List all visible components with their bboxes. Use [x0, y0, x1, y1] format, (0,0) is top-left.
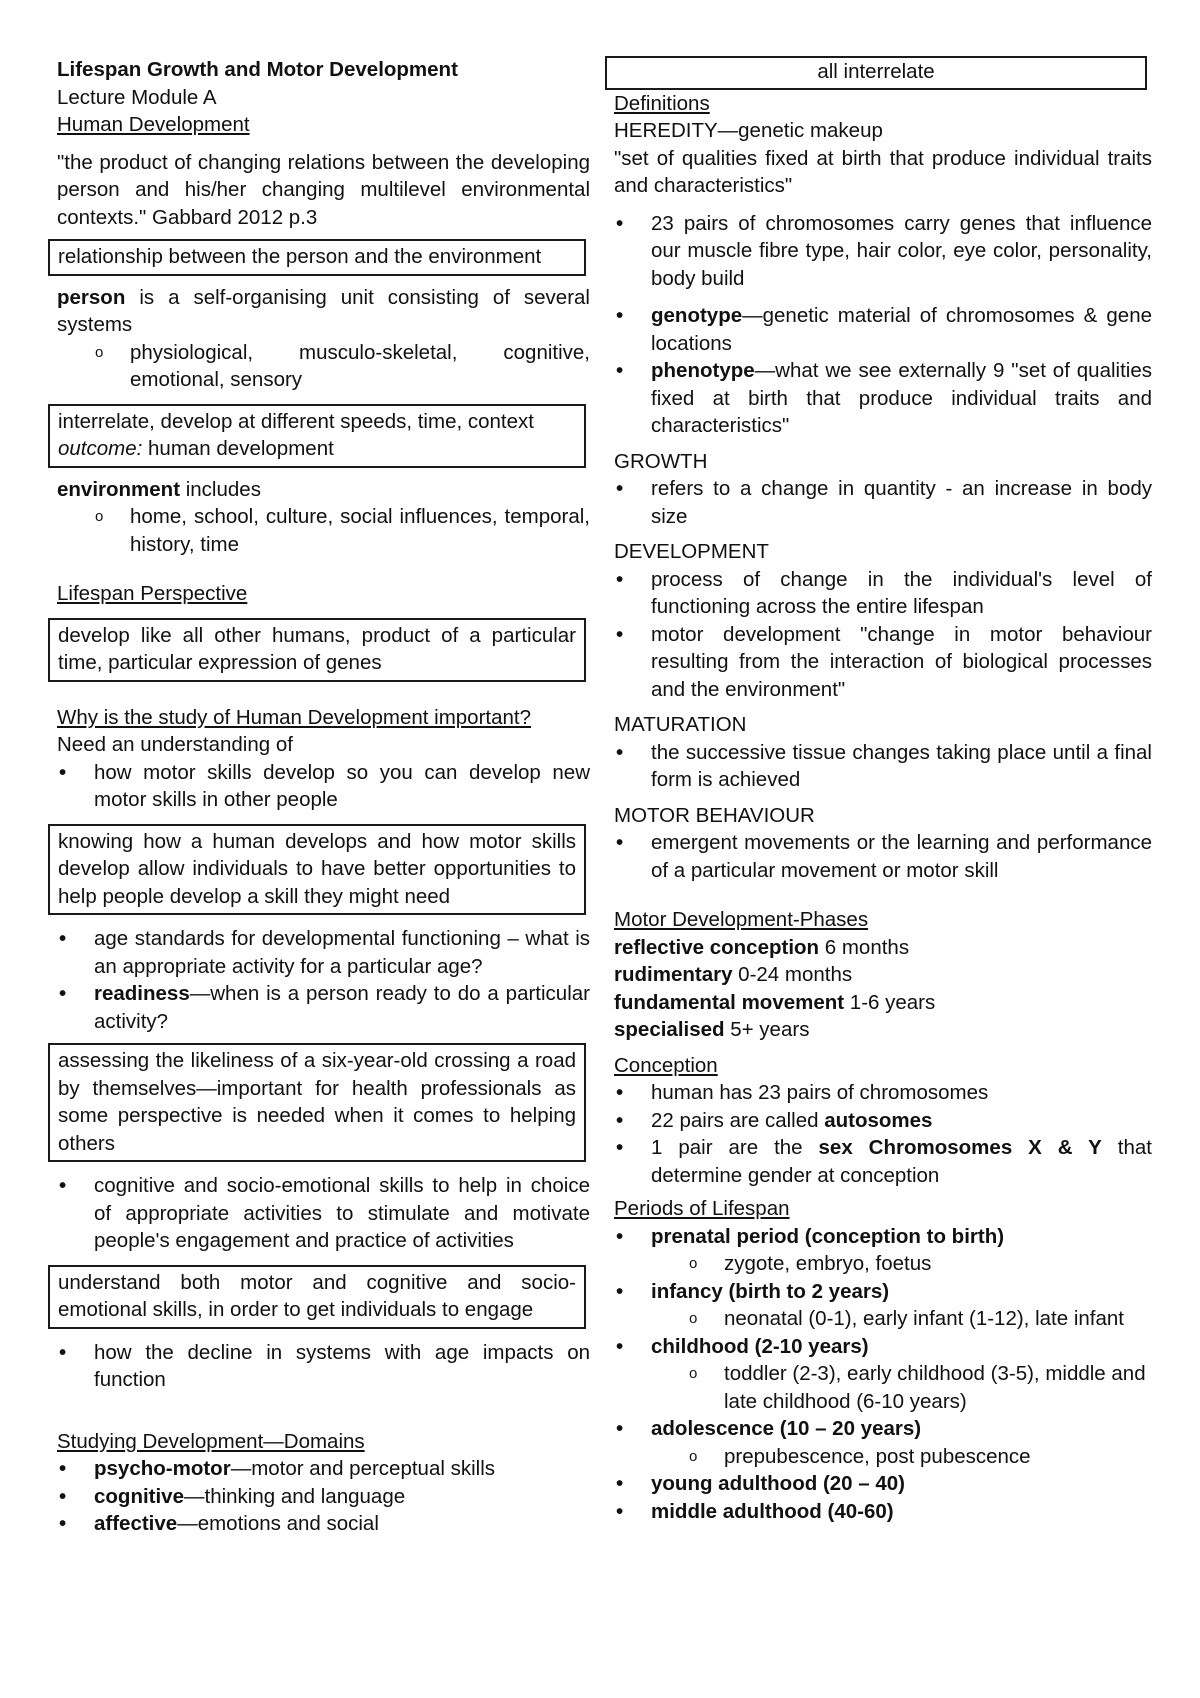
- heredity-line: HEREDITY—genetic makeup: [614, 119, 883, 142]
- note-box-interrelate: [48, 404, 586, 468]
- phases-heading: Motor Development-Phases: [614, 908, 869, 931]
- list-item: [614, 475, 1152, 530]
- bullet-icon: •: [616, 359, 624, 382]
- bullet-icon: •: [616, 831, 624, 854]
- bullet-icon: •: [616, 1334, 624, 1358]
- list-item: [57, 339, 590, 394]
- period-item: [614, 1333, 1152, 1361]
- period-label: adolescence (10 – 20 years): [651, 1417, 922, 1440]
- note-box-relationship: [48, 239, 586, 276]
- domains-heading: Studying Development—Domains: [57, 1429, 365, 1453]
- list-item: [57, 1339, 590, 1394]
- list-item: [57, 1483, 590, 1511]
- why-list-2: [57, 925, 590, 1035]
- development-list: [614, 566, 1152, 704]
- period-label: middle adulthood (40-60): [651, 1499, 894, 1523]
- lifespan-perspective-heading: Lifespan Perspective: [57, 582, 248, 605]
- heredity-quote: "set of qualities fixed at birth that produce individual traits and characteristics": [614, 146, 1152, 197]
- note-box-text: assessing the likeliness of a six-year-old crossing a road by themselves—important for health professionals as some perspective is needed when it comes to helping others: [58, 1049, 576, 1155]
- list-item: [614, 739, 1152, 794]
- bullet-icon: •: [59, 1340, 67, 1364]
- module-label: Lecture Module A: [57, 85, 217, 109]
- list-item: [57, 1455, 590, 1483]
- bullet-icon: •: [616, 1472, 624, 1495]
- list-item-text: 22 pairs are called: [651, 1108, 825, 1132]
- bullet-icon: •: [616, 1499, 624, 1523]
- maturation-heading: MATURATION: [614, 713, 747, 736]
- domain-term: affective: [94, 1512, 178, 1535]
- list-item: [57, 503, 590, 558]
- outcome-text: human development: [142, 437, 334, 460]
- sex-chromosomes-term: sex Chromosomes X & Y: [818, 1136, 1102, 1159]
- right-column: [614, 56, 1152, 1525]
- list-item-text: cognitive and socio-emotional skills to help in choice of appropriate activities to stimulate and motivate people's engagement and practice of activities: [94, 1174, 590, 1252]
- environment-text: includes: [180, 477, 261, 501]
- list-item-text: how motor skills develop so you can develop new motor skills in other people: [94, 760, 590, 811]
- list-item-text: how the decline in systems with age impacts on function: [94, 1340, 590, 1391]
- period-label: childhood (2-10 years): [651, 1334, 869, 1358]
- why-heading: Why is the study of Human Development important?: [57, 705, 531, 729]
- list-item: [614, 566, 1152, 621]
- environment-sublist: [57, 503, 590, 558]
- bullet-icon: •: [616, 622, 624, 646]
- growth-list: [614, 475, 1152, 530]
- top-note-text: all interrelate: [817, 60, 935, 83]
- person-text: is a self-organising unit consisting of several systems: [57, 285, 590, 336]
- autosomes-term: autosomes: [824, 1108, 933, 1132]
- bullet-icon: •: [616, 740, 624, 764]
- list-item: [614, 1079, 1152, 1107]
- list-item-text: 1 pair are the: [651, 1136, 819, 1159]
- period-item: [614, 1223, 1152, 1251]
- bullet-icon: •: [59, 1512, 67, 1535]
- person-term: person: [57, 285, 126, 309]
- list-item-text: emergent movements or the learning and performance of a particular movement or motor skill: [651, 831, 1152, 882]
- bullet-icon: •: [616, 1417, 624, 1440]
- phase-text: 5+ years: [724, 1018, 810, 1041]
- person-sublist: [57, 339, 590, 394]
- period-sub-item: [614, 1443, 1152, 1471]
- list-item-text: home, school, culture, social influences, temporal, history, time: [130, 505, 590, 556]
- note-box-text: understand both motor and cognitive and socio-emotional skills, in order to get individuals to engage: [58, 1270, 576, 1321]
- period-label: prenatal period (conception to birth): [651, 1224, 1005, 1248]
- maturation-list: [614, 739, 1152, 794]
- top-note-box: [605, 56, 1147, 90]
- list-item: [57, 980, 590, 1035]
- list-item: [614, 1107, 1152, 1135]
- bullet-icon: •: [59, 982, 67, 1005]
- sub-bullet-icon: o: [689, 1447, 698, 1465]
- phase-text: 0-24 months: [732, 963, 853, 986]
- list-item-text: motor development "change in motor behaviour resulting from the interaction of biological processes and the environment": [651, 622, 1152, 701]
- period-sub-item: [614, 1360, 1152, 1415]
- definitions-heading: Definitions: [614, 91, 710, 115]
- list-item-text: age standards for developmental functioning – what is an appropriate activity for a particular age?: [94, 927, 590, 978]
- list-item: [614, 621, 1152, 704]
- growth-heading: GROWTH: [614, 449, 708, 473]
- list-item-text: process of change in the individual's level of functioning across the entire lifespan: [651, 567, 1152, 618]
- phase-term: fundamental movement: [614, 990, 845, 1014]
- list-item: [614, 302, 1152, 357]
- need-understanding: Need an understanding of: [57, 733, 293, 756]
- list-item: [614, 829, 1152, 884]
- sub-bullet-icon: o: [95, 343, 104, 361]
- bullet-icon: •: [616, 1279, 624, 1303]
- period-sub-item: [614, 1250, 1152, 1278]
- list-item: [614, 357, 1152, 440]
- period-item: [614, 1470, 1152, 1498]
- note-box-assessing: [48, 1043, 586, 1162]
- list-item: [614, 1134, 1152, 1189]
- why-list-3: [57, 1172, 590, 1255]
- list-item-text: refers to a change in quantity - an increase in body size: [651, 477, 1152, 528]
- sub-bullet-icon: o: [689, 1365, 698, 1382]
- bullet-icon: •: [616, 1081, 624, 1104]
- outcome-line: [58, 435, 576, 463]
- environment-definition: [57, 476, 590, 504]
- genotype-term: genotype: [651, 304, 743, 327]
- list-item: [57, 1172, 590, 1255]
- phenotype-text: —what we see externally 9 "set of qualities fixed at birth that produce individual traits and characteristics": [651, 359, 1152, 437]
- readiness-term: readiness: [94, 982, 190, 1005]
- bullet-icon: •: [616, 1224, 624, 1248]
- list-item-text: human has 23 pairs of chromosomes: [651, 1081, 989, 1104]
- document-title: Lifespan Growth and Motor Development: [57, 58, 458, 81]
- bullet-icon: •: [59, 1457, 67, 1480]
- note-box-knowing: [48, 824, 586, 916]
- bullet-icon: •: [59, 1484, 67, 1508]
- bullet-icon: •: [59, 760, 67, 784]
- genotype-text: —genetic material of chromosomes & gene locations: [651, 304, 1152, 355]
- phase-term: specialised: [614, 1018, 725, 1041]
- note-box-text: interrelate, develop at different speeds, time, context: [58, 409, 534, 433]
- phase-line: [614, 1016, 1152, 1044]
- list-item: [57, 925, 590, 980]
- domains-list: [57, 1455, 590, 1538]
- list-item-text: 23 pairs of chromosomes carry genes that influence our muscle fibre type, hair color, eye color, personality, body build: [651, 211, 1152, 290]
- domain-text: —motor and perceptual skills: [230, 1457, 496, 1480]
- phenotype-term: phenotype: [651, 359, 755, 382]
- phase-text: 1-6 years: [844, 990, 936, 1014]
- phase-line: [614, 934, 1152, 962]
- period-label: infancy (birth to 2 years): [651, 1279, 890, 1303]
- sub-bullet-icon: o: [689, 1310, 698, 1327]
- sub-bullet-icon: o: [689, 1255, 698, 1272]
- domain-text: —emotions and social: [177, 1512, 379, 1535]
- list-item-text: the successive tissue changes taking place until a final form is achieved: [651, 740, 1152, 791]
- conception-list: [614, 1079, 1152, 1189]
- development-heading: DEVELOPMENT: [614, 540, 769, 563]
- list-item: [614, 210, 1152, 293]
- domain-text: —thinking and language: [184, 1484, 406, 1508]
- period-sub-text: zygote, embryo, foetus: [724, 1252, 932, 1275]
- list-item: [57, 759, 590, 814]
- outcome-label: outcome:: [58, 437, 143, 460]
- period-sub-text: neonatal (0-1), early infant (1-12), late infant: [724, 1307, 1124, 1330]
- sub-bullet-icon: o: [95, 508, 104, 525]
- period-label: young adulthood (20 – 40): [651, 1472, 905, 1495]
- periods-heading: Periods of Lifespan: [614, 1197, 790, 1220]
- human-development-heading: Human Development: [57, 113, 250, 136]
- note-box-text: relationship between the person and the environment: [58, 245, 542, 268]
- person-definition: [57, 284, 590, 339]
- motor-behaviour-list: [614, 829, 1152, 884]
- domain-term: psycho-motor: [94, 1457, 231, 1480]
- periods-list: [614, 1223, 1152, 1526]
- list-item: [57, 1510, 590, 1538]
- phase-term: rudimentary: [614, 963, 733, 986]
- bullet-icon: •: [616, 304, 624, 327]
- period-item: [614, 1278, 1152, 1306]
- note-box-text: knowing how a human develops and how motor skills develop allow individuals to have better opportunities to help people develop a skill they might need: [58, 829, 576, 908]
- bullet-icon: •: [616, 567, 624, 591]
- bullet-icon: •: [59, 1174, 67, 1197]
- note-box-develop: [48, 618, 586, 682]
- readiness-text: —when is a person ready to do a particular activity?: [94, 982, 590, 1033]
- why-list-4: [57, 1339, 590, 1394]
- period-sub-text: prepubescence, post pubescence: [724, 1444, 1031, 1468]
- list-item-text: that determine gender at conception: [651, 1136, 1153, 1187]
- left-column: [57, 56, 590, 1538]
- note-box-text: develop like all other humans, product of a particular time, particular expression of genes: [58, 623, 576, 674]
- period-sub-item: [614, 1305, 1152, 1333]
- heredity-list: [614, 210, 1152, 440]
- phase-term: reflective conception: [614, 935, 820, 959]
- motor-behaviour-heading: MOTOR BEHAVIOUR: [614, 803, 815, 827]
- period-sub-text: toddler (2-3), early childhood (3-5), middle and late childhood (6-10 years): [724, 1362, 1146, 1413]
- conception-heading: Conception: [614, 1053, 718, 1077]
- list-item-text: physiological, musculo-skeletal, cognitive, emotional, sensory: [130, 340, 590, 391]
- environment-term: environment: [57, 477, 181, 501]
- gabbard-quote: "the product of changing relations between the developing person and his/her changing multilevel environmental contexts." Gabbard 2012 p.3: [57, 150, 590, 229]
- domain-term: cognitive: [94, 1484, 184, 1508]
- note-box-understand: [48, 1265, 586, 1329]
- bullet-icon: •: [616, 1108, 624, 1132]
- period-item: [614, 1415, 1152, 1443]
- bullet-icon: •: [59, 927, 67, 950]
- bullet-icon: •: [616, 1136, 624, 1159]
- period-item: [614, 1498, 1152, 1526]
- why-list-1: [57, 759, 590, 814]
- bullet-icon: •: [616, 211, 624, 235]
- phase-line: [614, 989, 1152, 1017]
- bullet-icon: •: [616, 477, 624, 500]
- phase-text: 6 months: [819, 935, 910, 959]
- phase-line: [614, 961, 1152, 989]
